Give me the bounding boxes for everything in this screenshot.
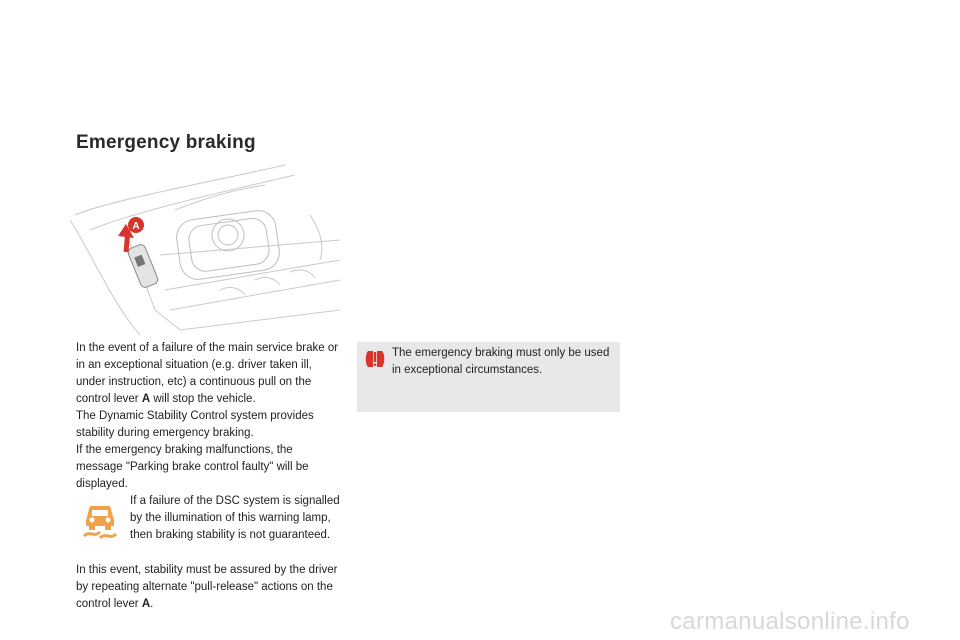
control-lever-illustration <box>70 160 345 338</box>
warning-box <box>357 342 620 412</box>
page-title: Emergency braking <box>76 132 256 153</box>
lever-reference: A <box>141 393 151 405</box>
stability-description <box>76 562 341 613</box>
stability-text-part-2: . <box>150 598 154 610</box>
dsc-warning-lamp-icon <box>80 500 120 540</box>
dsc-description: The Dynamic Stability Control system provides stability during emergency braking. <box>76 410 314 439</box>
lever-reference-2: A <box>141 598 151 610</box>
dsc-note: If a failure of the DSC system is signalled by the illumination of this warning lamp, then braking stability is not guaranteed. <box>130 495 340 541</box>
main-text-part-1: In the event of a failure of the main service brake or in an exceptional situation (e.g. driver taken ill, under instruction, etc) a continuous pull on the control lever <box>76 342 339 405</box>
warning-text: The emergency braking must only be used in exceptional circumstances. <box>392 347 610 376</box>
main-text-part-2: will stop the vehicle. <box>150 393 256 405</box>
stability-text-part-1: In this event, stability must be assured by the driver by repeating alternate "pull-release" actions on the control lever <box>76 564 338 610</box>
lever-label-a: A <box>132 221 140 232</box>
malfunction-description: If the emergency braking malfunctions, the message "Parking brake control faulty" will be displayed. <box>76 444 309 490</box>
exclamation-warning-icon <box>365 349 385 369</box>
main-description <box>76 340 341 493</box>
watermark: carmanualsonline.info <box>670 608 910 635</box>
